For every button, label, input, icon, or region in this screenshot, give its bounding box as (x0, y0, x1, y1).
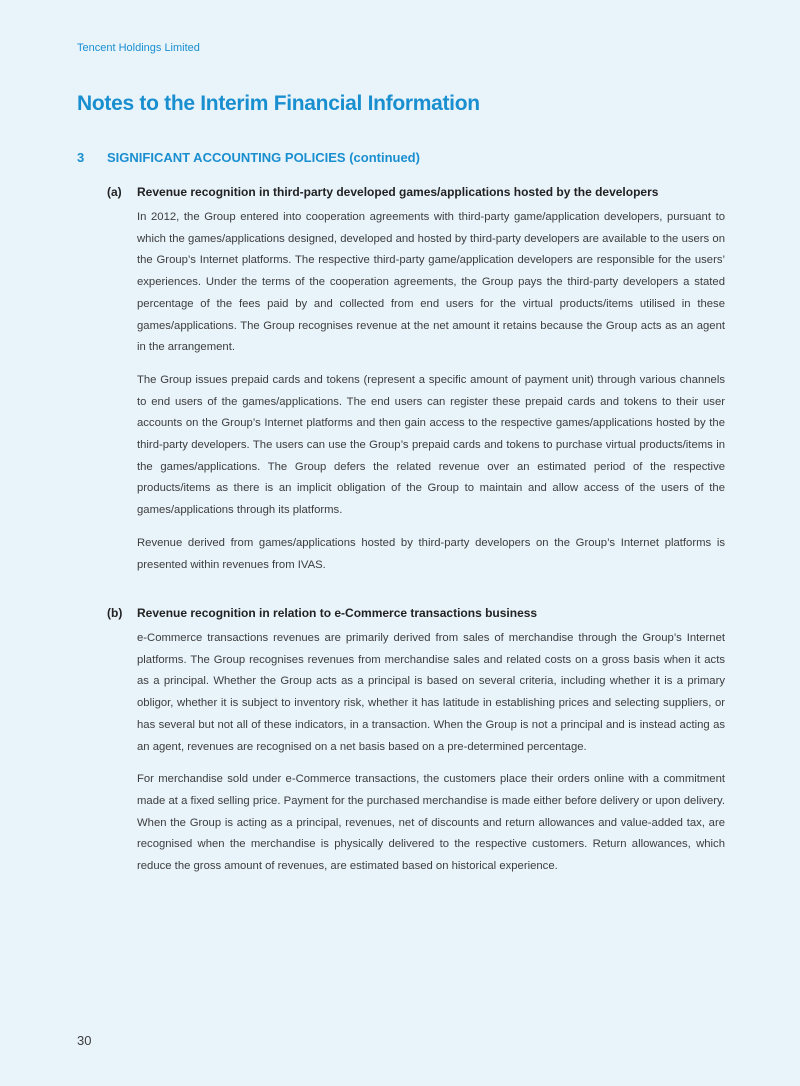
subsection-a (107, 185, 725, 587)
paragraph: For merchandise sold under e-Commerce transactions, the customers place their orders online with a commitment made at a fixed selling price. Payment for the purchased merchandise is made either before delivery or upon delivery. When the Group is acting as a principal, revenues, net of discounts and return allowances and value-added tax, are recognised when the merchandise is physically delivered to the respective customers. Return allowances, which reduce the gross amount of revenues, are estimated based on historical experience. (137, 773, 725, 873)
paragraph: The Group issues prepaid cards and tokens (represent a specific amount of payment unit) through various channels to end users of the games/applications. The end users can register these prepaid cards and tokens to their user accounts on the Group’s Internet platforms and then gain access to the respective games/applications hosted by the third-party developers. The users can use the Group’s prepaid cards and tokens to purchase virtual products/items in the games/applications. The Group defers the related revenue over an estimated period of the respective products/items as there is an implicit obligation of the Group to maintain and allow access of the users of the games/applications through its platforms. (137, 373, 725, 517)
subsection-b-title: Revenue recognition in relation to e-Commerce transactions business (137, 606, 538, 620)
subsection-a-letter: (a) (107, 185, 122, 199)
section-number: 3 (77, 150, 85, 165)
company-name: Tencent Holdings Limited (77, 42, 200, 54)
subsection-b-letter: (b) (107, 606, 123, 620)
subsection-b (107, 606, 725, 889)
subsection-a-title: Revenue recognition in third-party developed games/applications hosted by the developers (137, 185, 659, 199)
paragraph: Revenue derived from games/applications hosted by third-party developers on the Group’s Internet platforms is presented within revenues from IVAS. (137, 536, 725, 571)
page-number: 30 (77, 1033, 92, 1048)
section-title: SIGNIFICANT ACCOUNTING POLICIES (continued) (107, 150, 420, 165)
section-heading (77, 150, 420, 165)
paragraph: In 2012, the Group entered into cooperation agreements with third-party game/application developers, pursuant to which the games/applications designed, developed and hosted by third-party developers are available to the users on the Group’s Internet platforms. The respective third-party game/application developers are responsible for the users’ experiences. Under the terms of the cooperation agreements, the Group pays the third-party developers a stated percentage of the fees paid by and collected from end users for the virtual products/items utilised in these games/applications. The Group recognises revenue at the net amount it retains because the Group acts as an agent in the arrangement. (137, 211, 725, 354)
paragraph: e-Commerce transactions revenues are primarily derived from sales of merchandise through the Group’s Internet platforms. The Group recognises revenues from merchandise sales and related costs on a gross basis when it acts as a principal. Whether the Group acts as a principal is based on several criteria, including whether it is a primary obligor, whether it is subject to inventory risk, whether it has latitude in establishing prices and selecting suppliers, or has several but not all of these indicators, in a transaction. When the Group is not a principal and is instead acting as an agent, revenues are recognised on a net basis based on a pre-determined percentage. (137, 632, 725, 753)
subsection-a-heading (107, 185, 725, 199)
page-title: Notes to the Interim Financial Information (77, 92, 480, 115)
subsection-b-heading (107, 606, 725, 620)
